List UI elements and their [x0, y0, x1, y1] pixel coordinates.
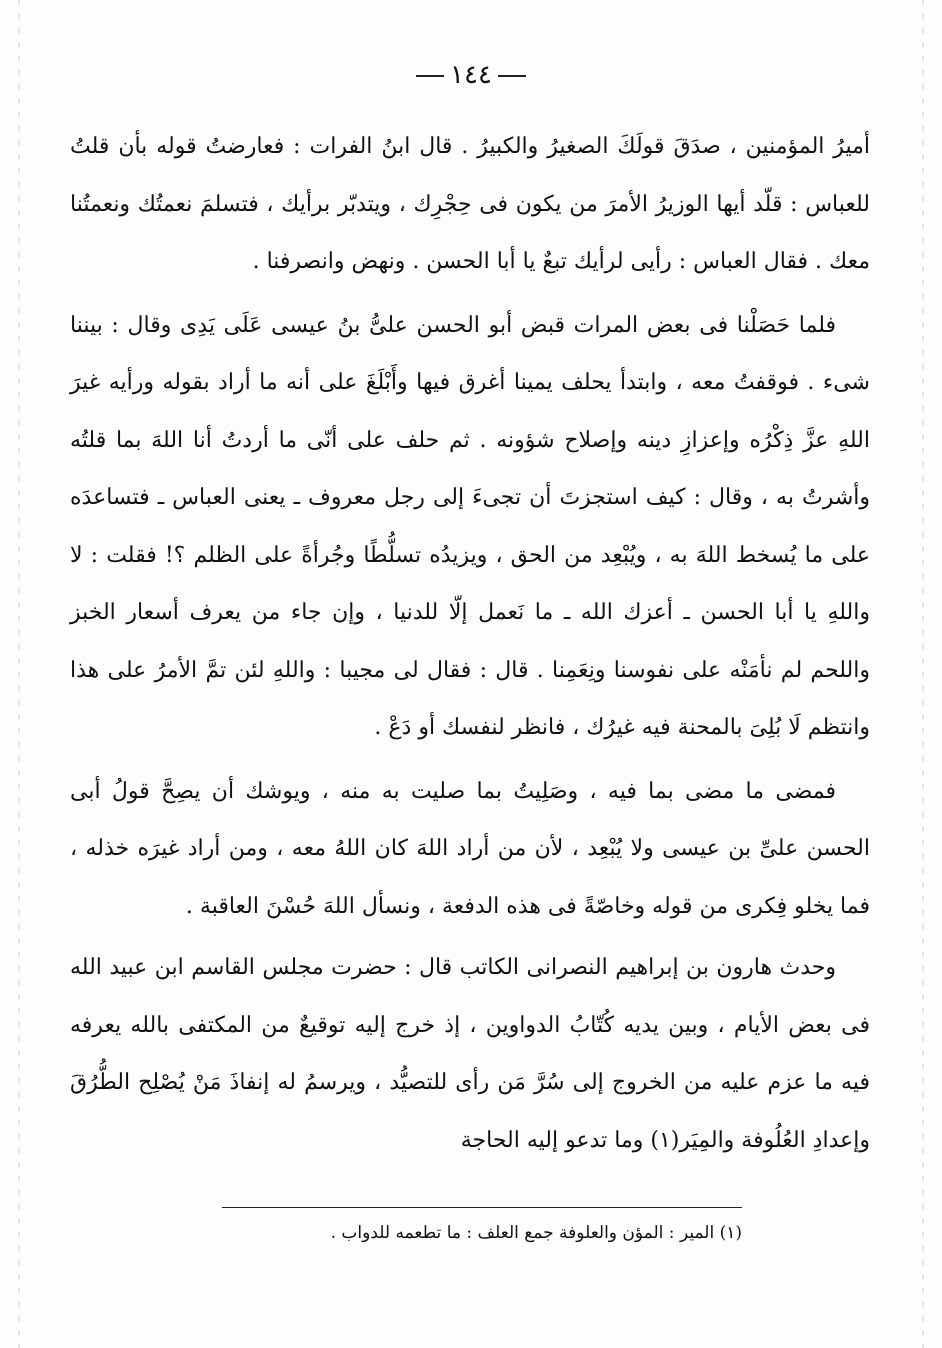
scan-margin-left: [18, 0, 20, 1348]
main-text: [70, 118, 870, 1169]
footnote-divider: [222, 1207, 742, 1208]
paragraph-3: فمضى ما مضى بما فيه ، وصَلِيتُ بما صليت به منه ، ويوشك أن يصِحَّ قولُ أبى الحسن علىِّ بن عيسى ولا يُبْعِد ، لأن من أراد اللهَ كان اللهُ معه ، ومن أراد غيرَه خذله ، فما يخلو فِكرى من قوله وخاصّةً فى هذه الدفعة ، ونسأل اللهَ حُسْنَ العاقبة .: [70, 778, 870, 919]
page-number-header: [0, 60, 942, 90]
page-number-dash-right: [498, 75, 526, 77]
scan-margin-right: [922, 0, 924, 1348]
page-number-dash-left: [416, 75, 444, 77]
footnote: (١) المير : المؤن والعلوفة جمع العلف : ما تطعمه للدواب .: [330, 1223, 742, 1243]
paragraph-2: فلما حَصَلْنا فى بعض المرات قبض أبو الحسن علىُّ بنُ عيسى عَلَى يَدِى وقال : بيننا شىء . فوقفتُ معه ، وابتدأ يحلف يمينا أغرق فيها وأَبْلَغَ على أنه ما أراد بقوله ورأيه غيرَ اللهِ عزَّ ذِكْرُه وإعزازِ دينه وإصلاح شؤونه . ثم حلف على أنّى ما أردتُ أنا اللهَ بما قلتُه وأشرتُ به ، وقال : كيف استجزتَ أن تجىءَ إلى رجل معروف ـ يعنى العباس ـ فتساعدَه على ما يُسخط اللهَ به ، ويُبْعِد من الحق ، ويزيدُه تسلُّطًا وجُرأةً على الظلم ؟! فقلت : لا واللهِ يا أبا الحسن ـ أعزك الله ـ ما نَعمل إلّا للدنيا ، وإن جاء من يعرف أسعار الخبز واللحم لم نأمَنْه على نفوسنا ونِعَمِنا . قال : فقال لى مجيبا : واللهِ لئن تمَّ الأمرُ على هذا وانتظم لَا بُلِىَ بالمحنة فيه غيرُك ، فانظر لنفسك أو دَعْ .: [70, 312, 870, 740]
paragraph-1: أميرُ المؤمنين ، صدَقَ قولَكَ الصغيرُ والكبيرُ . قال ابنُ الفرات : فعارضتُ قوله بأن قلتُ للعباس : قلّد أيها الوزيرُ الأمرَ من يكون فى حِجْرِك ، ويتدبّر برأيك ، فتسلمَ نعمتُك ونعمتُنا معك . فقال العباس : رأيى لرأيك تبعٌ يا أبا الحسن . ونهض وانصرفنا .: [70, 134, 870, 274]
paragraph-4: وحدث هارون بن إبراهيم النصرانى الكاتب قال : حضرت مجلس القاسم ابن عبيد الله فى بعض الأيام ، وبين يديه كُتّابُ الدواوين ، إذ خرج إليه توقيعٌ من المكتفى بالله يعرفه فيه ما عزم عليه من الخروج إلى سُرَّ مَن رأى للتصيُّد ، ويرسمُ له إنفاذَ مَنْ يُصْلِح الطُّرُقَ وإعدادِ العُلُوفة والمِيَر(١) وما تدعو إليه الحاجة: [70, 955, 870, 1153]
page-number: ١٤٤: [450, 60, 492, 90]
